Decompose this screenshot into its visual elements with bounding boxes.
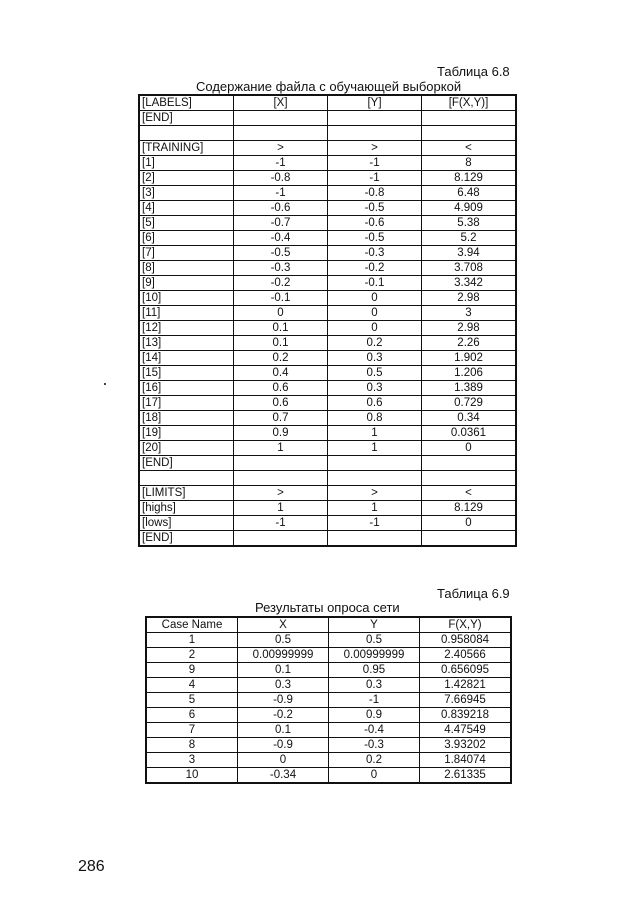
table-cell: -0.9 — [238, 738, 329, 753]
table-cell: [20] — [139, 441, 234, 456]
table-cell — [328, 471, 422, 486]
table-row — [139, 456, 516, 471]
table-cell: 8.129 — [422, 171, 517, 186]
table-row — [139, 411, 516, 426]
table-header-row — [146, 617, 511, 633]
table-cell: 1 — [328, 441, 422, 456]
table-cell: -0.2 — [234, 276, 328, 291]
table-cell: 1 — [234, 441, 328, 456]
table-cell — [328, 531, 422, 547]
table-cell: 0 — [328, 321, 422, 336]
table-cell: 0.8 — [328, 411, 422, 426]
table-row — [139, 216, 516, 231]
table-cell: 0.00999999 — [329, 648, 420, 663]
table-cell: 3.93202 — [420, 738, 512, 753]
table-cell: 0.95 — [329, 663, 420, 678]
table-cell: 3 — [146, 753, 238, 768]
table-cell: [12] — [139, 321, 234, 336]
table-row — [146, 693, 511, 708]
table-row — [139, 186, 516, 201]
table-cell: [Y] — [328, 95, 422, 111]
table-cell — [234, 126, 328, 141]
table-cell: 0.3 — [328, 381, 422, 396]
table-cell: -0.1 — [234, 291, 328, 306]
table-cell: [END] — [139, 456, 234, 471]
table-cell: [X] — [234, 95, 328, 111]
table-cell: -1 — [234, 186, 328, 201]
table-row — [139, 426, 516, 441]
table-cell: 1 — [328, 501, 422, 516]
table-cell: 0.1 — [238, 723, 329, 738]
table-row — [139, 261, 516, 276]
table-cell: 9 — [146, 663, 238, 678]
table-cell: 0.4 — [234, 366, 328, 381]
table-cell: 0.656095 — [420, 663, 512, 678]
table-cell: 2.98 — [422, 291, 517, 306]
table-cell: -1 — [329, 693, 420, 708]
table-cell: 0 — [328, 291, 422, 306]
table-row — [139, 486, 516, 501]
table-cell: [1] — [139, 156, 234, 171]
table-cell: -1 — [328, 156, 422, 171]
table-cell: 1.389 — [422, 381, 517, 396]
table-row — [139, 396, 516, 411]
table-cell: -0.4 — [234, 231, 328, 246]
table-cell: 4 — [146, 678, 238, 693]
table-cell: [3] — [139, 186, 234, 201]
table-cell: -1 — [328, 516, 422, 531]
table-cell: 1 — [328, 426, 422, 441]
table-cell: 0.839218 — [420, 708, 512, 723]
table-cell: 0.1 — [234, 336, 328, 351]
table-cell: [lows] — [139, 516, 234, 531]
table-cell: [16] — [139, 381, 234, 396]
table-cell: [14] — [139, 351, 234, 366]
table-cell: -0.4 — [329, 723, 420, 738]
table-row — [139, 201, 516, 216]
table-cell: > — [328, 486, 422, 501]
table-cell: 1.84074 — [420, 753, 512, 768]
table-row — [139, 516, 516, 531]
table-cell: 2.61335 — [420, 768, 512, 784]
table-row — [146, 768, 511, 784]
table-cell: -1 — [234, 156, 328, 171]
table-cell: 0.6 — [328, 396, 422, 411]
table-cell: [TRAINING] — [139, 141, 234, 156]
table-cell: 0.34 — [422, 411, 517, 426]
table-cell: 4.909 — [422, 201, 517, 216]
table-cell: 2.40566 — [420, 648, 512, 663]
table-row — [139, 126, 516, 141]
table-row — [139, 501, 516, 516]
table-cell: -0.3 — [328, 246, 422, 261]
table-cell: [17] — [139, 396, 234, 411]
table-cell: [6] — [139, 231, 234, 246]
table-row — [139, 306, 516, 321]
table-row — [146, 753, 511, 768]
table-cell: 0.6 — [234, 396, 328, 411]
table-cell: 8 — [422, 156, 517, 171]
table-row — [139, 441, 516, 456]
table-cell: 0.5 — [328, 366, 422, 381]
table-cell: > — [234, 141, 328, 156]
table-row — [146, 738, 511, 753]
table-cell: 0.1 — [234, 321, 328, 336]
table-cell: -1 — [234, 516, 328, 531]
table-cell: 7 — [146, 723, 238, 738]
table-cell: 3.708 — [422, 261, 517, 276]
table-cell: -0.3 — [329, 738, 420, 753]
table-cell: 0.2 — [328, 336, 422, 351]
table-cell: 6 — [146, 708, 238, 723]
table-cell: [11] — [139, 306, 234, 321]
table-row — [139, 95, 516, 111]
table-cell: [2] — [139, 171, 234, 186]
table-cell: 0.3 — [328, 351, 422, 366]
table-cell: 0.0361 — [422, 426, 517, 441]
column-header: X — [238, 617, 329, 633]
table-cell: 0.958084 — [420, 633, 512, 648]
table-cell: 1.902 — [422, 351, 517, 366]
table-row — [146, 633, 511, 648]
table-cell: 0 — [329, 768, 420, 784]
table-cell: 3.342 — [422, 276, 517, 291]
table-cell: 0 — [422, 516, 517, 531]
table-cell: 0.9 — [234, 426, 328, 441]
table-cell: -0.3 — [234, 261, 328, 276]
table-cell: 5 — [146, 693, 238, 708]
table-cell: -0.2 — [328, 261, 422, 276]
table2-title: Результаты опроса сети — [255, 600, 400, 615]
table-cell: 0.7 — [234, 411, 328, 426]
table-cell: [10] — [139, 291, 234, 306]
network-results-table — [145, 616, 512, 784]
table-row — [139, 321, 516, 336]
table-row — [146, 678, 511, 693]
table-row — [139, 171, 516, 186]
table-cell: 6.48 — [422, 186, 517, 201]
table-row — [139, 246, 516, 261]
table-cell: [7] — [139, 246, 234, 261]
table-cell: -0.5 — [328, 231, 422, 246]
table-cell: 0.6 — [234, 381, 328, 396]
table-cell: 0.1 — [238, 663, 329, 678]
table-row — [139, 351, 516, 366]
table-row — [139, 141, 516, 156]
table-cell — [139, 126, 234, 141]
table-cell: 1.42821 — [420, 678, 512, 693]
table-cell: 4.47549 — [420, 723, 512, 738]
column-header: F(X,Y) — [420, 617, 512, 633]
table-cell — [422, 111, 517, 126]
table-cell: -0.6 — [328, 216, 422, 231]
page-number: 286 — [78, 858, 105, 875]
table-row — [139, 336, 516, 351]
table-cell: [5] — [139, 216, 234, 231]
table-row — [146, 723, 511, 738]
table-row — [139, 111, 516, 126]
table-cell: < — [422, 141, 517, 156]
table-row — [139, 381, 516, 396]
table-cell: > — [328, 141, 422, 156]
table-cell: 0 — [234, 306, 328, 321]
table-cell: [9] — [139, 276, 234, 291]
table-row — [139, 366, 516, 381]
table-cell: 0 — [238, 753, 329, 768]
table2-number: Таблица 6.9 — [437, 586, 510, 601]
table-cell — [234, 111, 328, 126]
table-cell: 0.2 — [234, 351, 328, 366]
table-row — [139, 276, 516, 291]
table-cell: < — [422, 486, 517, 501]
table-cell — [139, 471, 234, 486]
table-cell: [LABELS] — [139, 95, 234, 111]
table-cell: -0.2 — [238, 708, 329, 723]
table-cell — [422, 126, 517, 141]
table-cell: 2.98 — [422, 321, 517, 336]
table-cell — [328, 456, 422, 471]
table-cell: [END] — [139, 111, 234, 126]
table-cell: [4] — [139, 201, 234, 216]
table-row — [146, 648, 511, 663]
stray-mark — [104, 383, 106, 385]
table-cell: -0.7 — [234, 216, 328, 231]
table-cell — [234, 471, 328, 486]
table-cell: -0.5 — [234, 246, 328, 261]
table-cell — [234, 456, 328, 471]
table-cell: -0.6 — [234, 201, 328, 216]
table-cell: 8.129 — [422, 501, 517, 516]
table-cell: -0.8 — [234, 171, 328, 186]
table-cell: -1 — [328, 171, 422, 186]
table-cell — [422, 531, 517, 547]
table-row — [146, 663, 511, 678]
column-header: Case Name — [146, 617, 238, 633]
table-cell: 5.38 — [422, 216, 517, 231]
table-cell: [8] — [139, 261, 234, 276]
table-cell: 2.26 — [422, 336, 517, 351]
table-cell: 0.729 — [422, 396, 517, 411]
table-cell: 0.5 — [238, 633, 329, 648]
table-cell: [15] — [139, 366, 234, 381]
table-cell: 0.3 — [238, 678, 329, 693]
table-cell: 3.94 — [422, 246, 517, 261]
table-cell: -0.9 — [238, 693, 329, 708]
table-cell: 0.2 — [329, 753, 420, 768]
table-cell: [highs] — [139, 501, 234, 516]
table-cell: 2 — [146, 648, 238, 663]
table-cell: [F(X,Y)] — [422, 95, 517, 111]
table-row — [139, 531, 516, 547]
table-cell: [18] — [139, 411, 234, 426]
table-row — [146, 708, 511, 723]
table-row — [139, 471, 516, 486]
table-cell — [422, 456, 517, 471]
table-cell: > — [234, 486, 328, 501]
table-cell: 0.00999999 — [238, 648, 329, 663]
table-cell: 0 — [422, 441, 517, 456]
table-cell: 1 — [234, 501, 328, 516]
training-data-table — [138, 94, 517, 547]
table-cell: 1.206 — [422, 366, 517, 381]
table-row — [139, 156, 516, 171]
table-cell: [END] — [139, 531, 234, 547]
table1-number: Таблица 6.8 — [437, 64, 510, 79]
table-row — [139, 291, 516, 306]
table-cell — [234, 531, 328, 547]
table-cell: [13] — [139, 336, 234, 351]
table-cell: 0.3 — [329, 678, 420, 693]
table-cell: 8 — [146, 738, 238, 753]
table-cell: 0 — [328, 306, 422, 321]
column-header: Y — [329, 617, 420, 633]
table-cell: -0.34 — [238, 768, 329, 784]
table-cell — [328, 126, 422, 141]
table-cell: [LIMITS] — [139, 486, 234, 501]
table-cell: -0.5 — [328, 201, 422, 216]
table-cell: 5.2 — [422, 231, 517, 246]
table-cell — [422, 471, 517, 486]
table-cell: [19] — [139, 426, 234, 441]
table-cell: -0.1 — [328, 276, 422, 291]
table-cell: 7.66945 — [420, 693, 512, 708]
table-row — [139, 231, 516, 246]
table-cell: 0.9 — [329, 708, 420, 723]
table-cell: 3 — [422, 306, 517, 321]
table-cell: 10 — [146, 768, 238, 784]
table-cell: 0.5 — [329, 633, 420, 648]
table-cell: 1 — [146, 633, 238, 648]
table-cell: -0.8 — [328, 186, 422, 201]
table1-title: Содержание файла с обучающей выборкой — [196, 79, 462, 94]
table-cell — [328, 111, 422, 126]
